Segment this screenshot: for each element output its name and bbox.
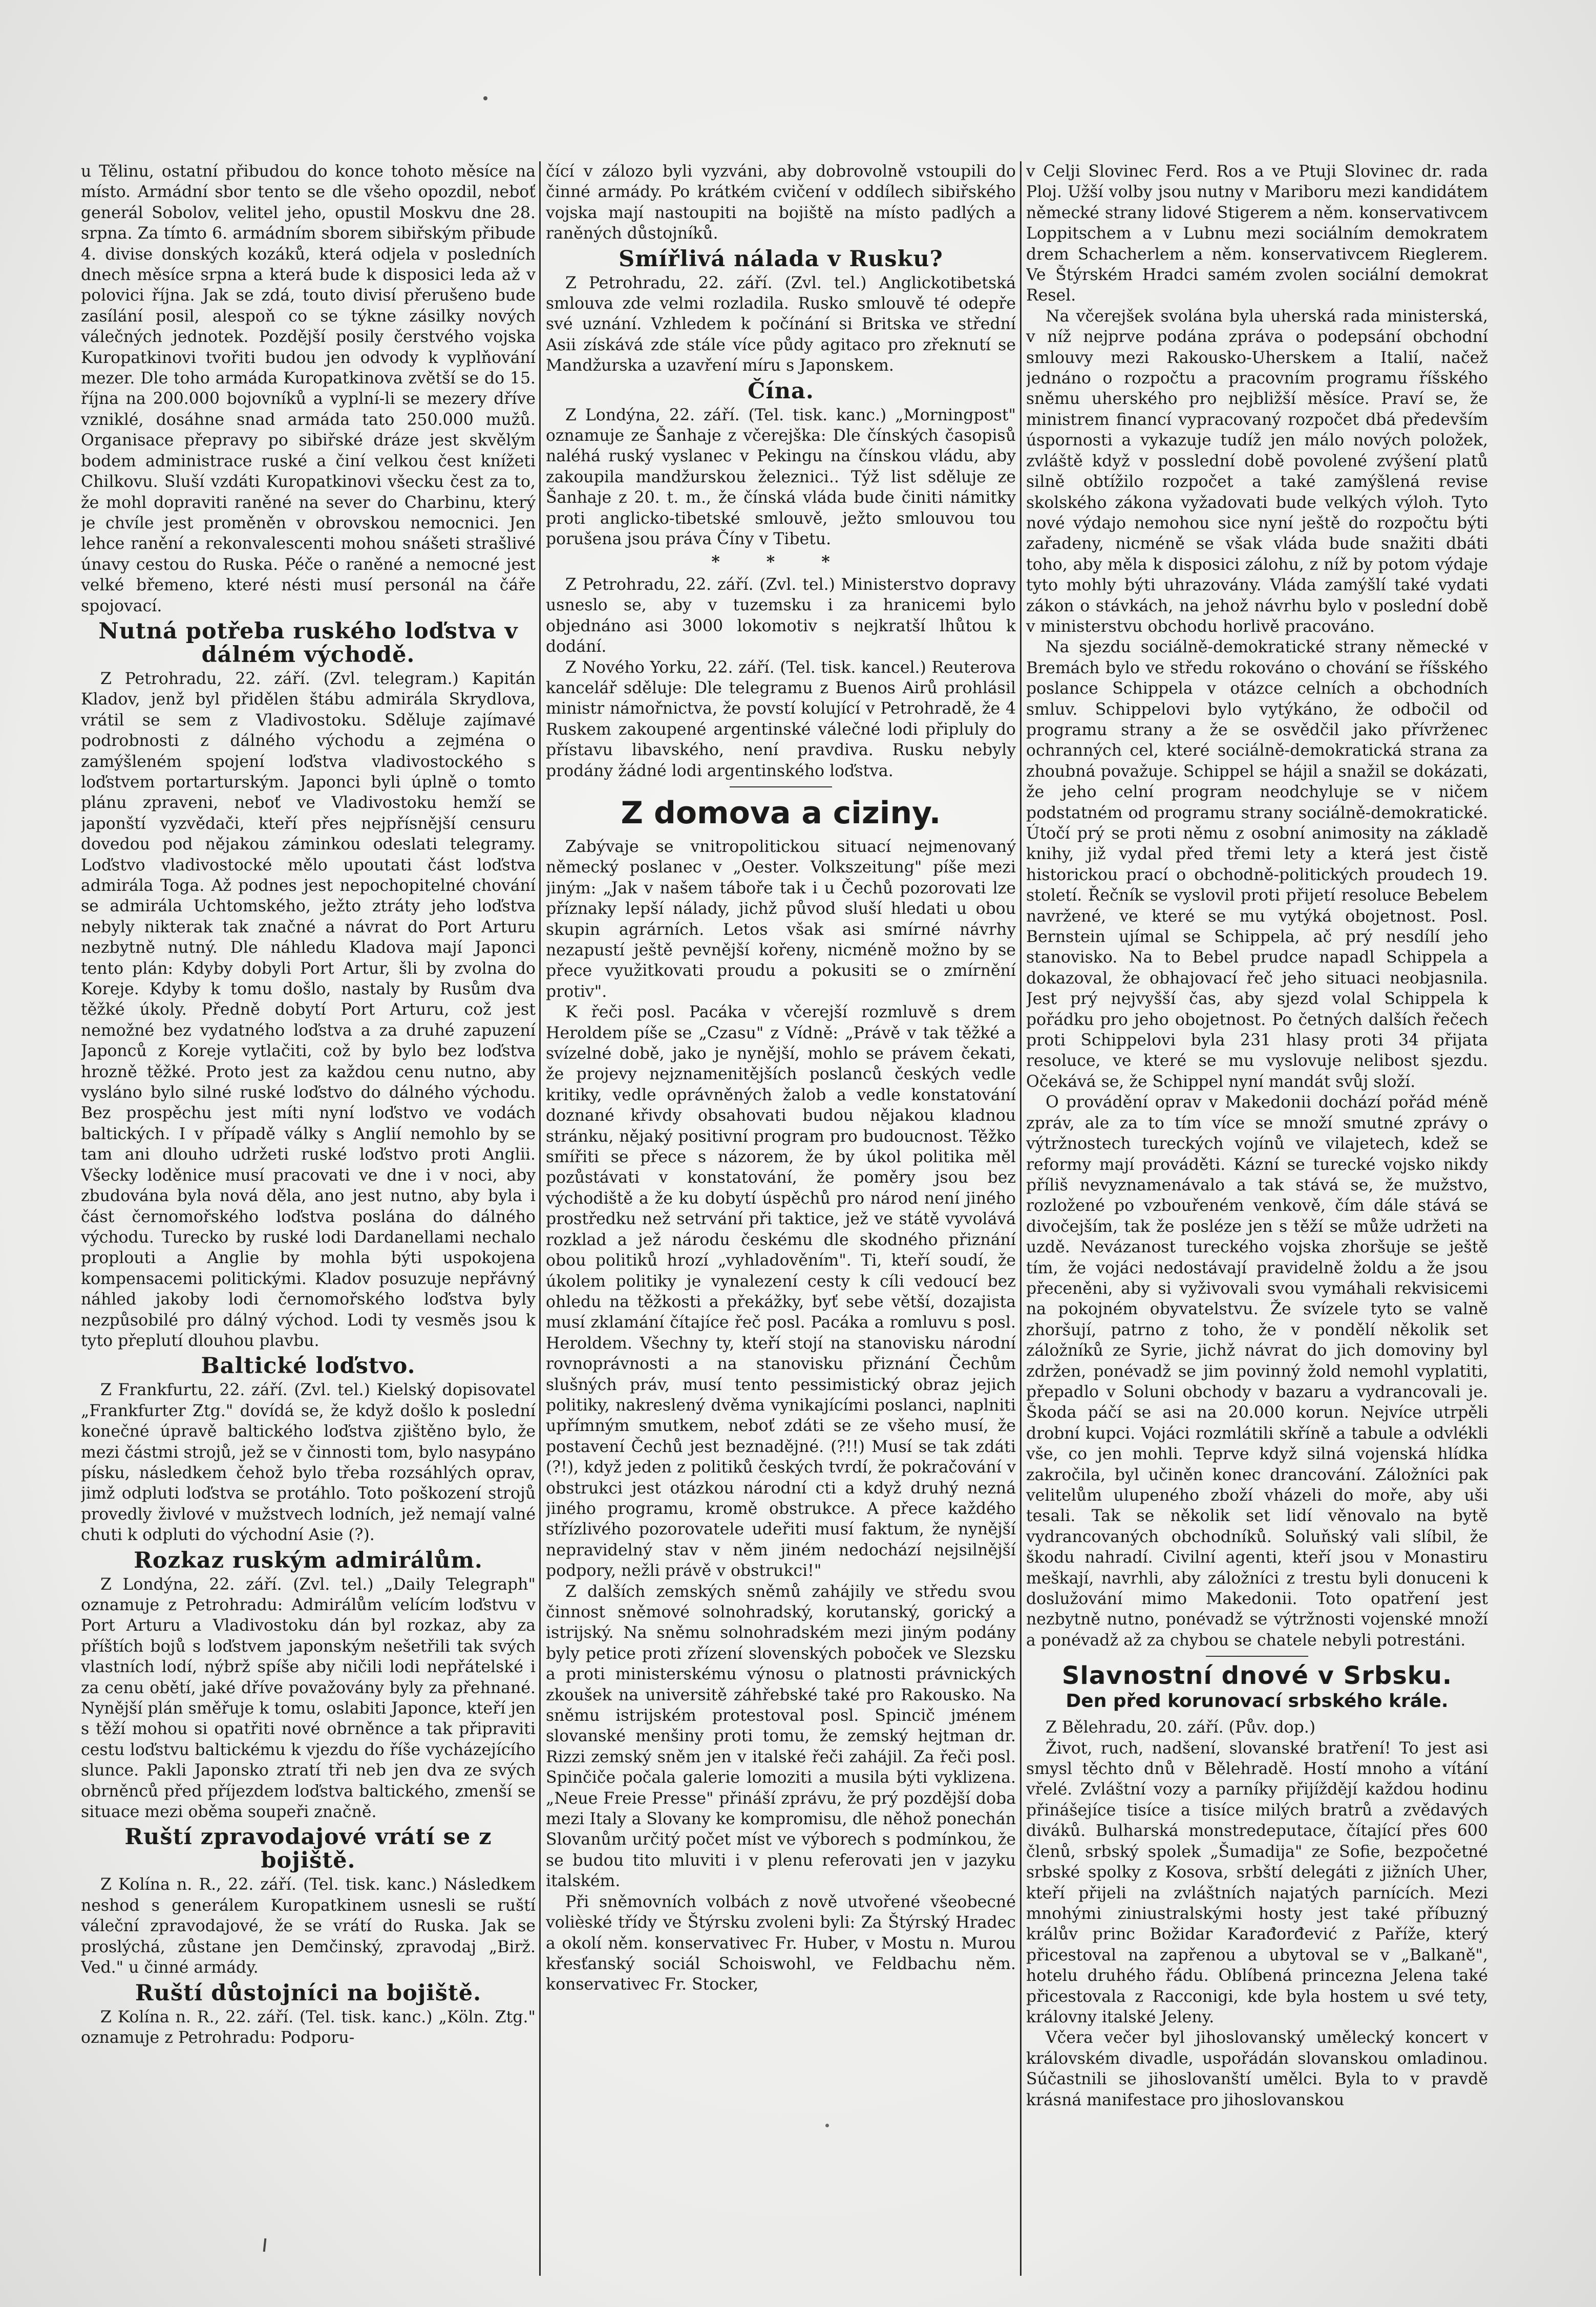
column-rule-left bbox=[539, 161, 541, 2276]
article-text: Při sněmovních volbách z nově utvořené všeobecné volièské třídy ve Štýrsku zvoleni byli: Za Štýrský Hradec a okolí něm. konservativec Fr. Huber, v Mostu n. Murou křesťanský sociál Schoiswohl, ve Feldbachu něm. konservativec Fr. Stocker, bbox=[546, 1892, 1016, 1994]
article-headline: Smířlivá nálada v Rusku? bbox=[619, 246, 943, 272]
article-text: K řeči posl. Pacáka v včerejší rozmluvě s drem Heroldem píše se „Czasu" z Vídně: „Právě v tak těžké a svízelné době, jako je nynější, mohlo se právem čekati, že projevy nejznamenitějších poslanců českých vedle kritiky, vedle oprávněných žalob a vedle konstatování doznané křivdy obsahovati budou nějakou kladnou stránku, nějaký positivní program pro budoucnost. Těžko smířiti se přece s názorem, že by úkol politika měl pozůstávati v konstatování, že poměry jsou bez východiště a že ku dobytí úspěchů pro národ není jiného prostředku než setrvání při taktice, jež ve státě vyvolává rozklad a jež národu českému dle skodného přiznání obou politiků hrozí „vyhladověním". Ti, kteří soudí, že úkolem politiky je vynalezení cesty k cíli vedoucí bez ohledu na těžkosti a překážky, byť sebe větší, dozajista musí zklamání čítajíce řeč posl. Pacáka a romluvu s posl. Heroldem. Všechny ty, kteří stojí na stanovisku národní rovnoprávnosti a na stanovisku přiznání Čechům slušných práv, musí tento pessimistický obraz jejich politiky, nakreslený dvěma vynikajícími poslanci, naplniti upřímným smutkem, neboť zdáti se ze všeho musí, že postavení Čechů jest beznadějné. (?!!) Musí se tak zdáti (?!), když jeden z politiků českých tvrdí, že pokračování v obstrukci jest otázkou národní cti a když druhý nezná jiného programu, kromě obstrukce. A přece každého střízlivého pozorovatele udeřiti musí faktum, že nynější nepravidelný stav v něm jiném nedochází nejsilnější podpory, nežli právě v obstrukci!" bbox=[546, 1003, 1016, 1580]
article-text: Na sjezdu sociálně-demokratické strany německé v Bremách bylo ve středu rokováno o chování se říšského poslance Schippela v otázce celních a obchodních smluv. Schippelovi bylo vytýkáno, že odbočil od programu strany a že se osvědčil jako přívrženec ochranných cel, které sociálně-demokratická strana za zhoubná považuje. Schippel se hájil a snažil se dokázati, že jeho celní program neodchyluje se v ničem podstatném od programu strany sociálně-demokratické. Útočí prý se proti němu z osobní animosity na základě knihy, již vydal před třemi lety a která jest čistě historickou prací o obchodně-politických proudech 19. století. Řečník se vyslovil proti přijetí resoluce Bebelem navržené, ve které se mu vytýká obojetnost. Posl. Bernstein ujímal se Schippela, ač prý nesdílí jeho stanovisko. Na to Bebel prudce napadl Schippela a dokazoval, že obhajovací řeč jeho situaci neobjasnila. Jest prý nejvyšší čas, aby sjezd volal Schippela k pořádku pro jeho obojetnost. Po četných dalších řečech proti Schippelovi byla 231 hlasy proti 34 přijata resoluce, ve které se mu vyslovuje nelibost sjezdu. Očekává se, že Schippel nyní mandát svůj složí. bbox=[1026, 638, 1488, 1091]
article-dateline: Z Bělehradu, 20. září. (Pův. dop.) bbox=[1046, 1718, 1316, 1737]
article-subheadline: Den před korunovací srbského krále. bbox=[1066, 1691, 1449, 1712]
article-text: Včera večer byl jihoslovanský umělecký koncert v královském divadle, uspořádán slovanskou omladinou. Súčastnili se jihoslovanští umělci. Byla to v pravdě krásná manifestace pro jihoslovanskou bbox=[1026, 2028, 1488, 2109]
article-text: v Celji Slovinec Ferd. Ros a ve Ptuji Slovinec dr. rada Ploj. Užší volby jsou nutny v Mariboru mezi kandidátem německé strany lidové Stigerem a něm. konservativcem Loppitschem a v Lubnu mezi sociálním demokratem drem Schacherlem a něm. konservativcem Rieglerem. Ve Štýrském Hradci samém zvolen sociální demokrat Resel. bbox=[1026, 162, 1488, 305]
article-text: Z Londýna, 22. září. (Tel. tisk. kanc.) „Morningpost" oznamuje ze Šanhaje z včerejška: Dle čínských časopisů naléhá ruský vyslanec v Pekingu na čínskou vládu, aby zakoupila mandžurskou železnici.. Týž list sděluje ze Šanhaje z 20. t. m., že čínská vláda bude činiti námitky proti anglicko-tibetské smlouvě, ježto smlouvou tou porušena jsou práva Číny v Tibetu. bbox=[546, 405, 1016, 549]
section-separator: * * * bbox=[711, 552, 850, 571]
article-headline: Ruští zpravodajové vrátí se z bojiště. bbox=[124, 1824, 492, 1874]
divider bbox=[1206, 1656, 1308, 1657]
column-3 bbox=[1026, 161, 1488, 2276]
article-text: Z Frankfurtu, 22. září. (Zvl. tel.) Kielský dopisovatel „Frankfurter Ztg." dovídá se, že když došlo k poslední konečné úpravě baltického loďstva zjištěno bylo, že mezi částmi strojů, jež se v činnosti tom, bylo nasypáno písku, následkem čehož bylo třeba rozsáhlých oprav, jimž odpluti loďstva se protáhlo. Toto poškození strojů provedly živlové v mužstvech lodních, jež nemají valné chuti k odpluti do východní Asie (?). bbox=[81, 1381, 536, 1545]
article-headline: Slavnostní dnové v Srbsku. bbox=[1061, 1661, 1453, 1691]
article-text: Z Petrohradu, 22. září. (Zvl. tel.) Anglickotibetská smlouva zde velmi rozladila. Rusko smlouvě té odepře své uznání. Vzhledem k počínání si Britska ve střední Asii získává zde stále více půdy agitaco pro zřeknutí se Mandžurska a uzavření míru s Japonskem. bbox=[546, 273, 1016, 375]
article-text: Na včerejšek svolána byla uherská rada ministerská, v níž nejprve podána zpráva o podepsání obchodní smlouvy mezi Rakousko-Uherskem a Italií, načež jednáno o rozpočtu a pracovním programu říšského sněmu uherského pro nejbližší měsíce. Praví se, že ministrem financí vypracovaný rozpočet dbá především úspornosti a vykazuje tudíž jen málo nových položek, zvláště když v posslední době povolené zvýšení platů silně obtížilo rozpočet a také zamýšlená revise skolského zákona vyžadovati bude velkých výloh. Tyto nové výdajo nemohou sice nyní ještě do rozpočtu býti zařadeny, nicméně se však vláda bude snažiti dbáti toho, aby měla k disposici zálohu, z níž by potom výdaje tyto mohly býti uhrazovány. Vláda zamýšlí také vydati zákon o stávkách, na jehož návrhu bylo v poslední době v ministerstvu obchodu horlivě pracováno. bbox=[1026, 307, 1488, 636]
article-text: Z Petrohradu, 22. září. (Zvl. telegram.) Kapitán Kladov, jenž byl přidělen štábu admirála Skrydlova, vrátil se sem z Vladivostoku. Sděluje zajímavé podrobnosti z dálného východu a zejména o zamýšleném spojení loďstva vladivostockého s loďstvem portarturským. Japonci byli úplně o tomto plánu zpraveni, neboť ve Vladivostoku hemží se japonští vyzvědači, kteří přes nejpřísnější censuru dovedou pod nějakou záminkou odeslati telegramy. Loďstvo vladivostocké mělo upoutati část loďstva admirála Toga. Až podnes jest nepochopitelné chování se admirála Uchtomského, ježto ztráty jeho loďstva nebyly nikterak tak značné a návrat do Port Arturu nezbytně nutný. Dle náhledu Kladova mají Japonci tento plán: Kdyby dobyli Port Artur, šli by zvolna do Koreje. Kdyby k tomu došlo, nastaly by Rusům dva těžké úkoly. Předně dobytí Port Arturu, což jest nemožné bez vydatného loďstva a za druhé zapuzení Japonců z Koreje vytlačiti, což by bylo bez loďstva hrozně těžké. Proto jest za každou cenu nutno, aby vysláno bylo silné ruské loďstvo do dálného východu. Bez prospěchu jest míti nyní loďstvo ve vodách baltických. I v případě války s Anglií nemohlo by se tam ani dlouho udržeti ruské loďstvo proti Anglii. Všecky loděnice musí pracovati ve dne i v noci, aby zbudována byla nová děla, ano jest nutno, aby byla i část černomořského loďstva poslána do dálného východu. Turecko by ruské lodi Dardanellami nechalo proplouti a Anglie by mohla býti uspokojena kompensacemi politickými. Kladov posuzuje nepřávný náhled jakoby lodi černomořského loďstva byly nezpůsobilé pro dálný východ. Lodi ty vesměs jsou k tyto přeplutí dlouhou plavbu. bbox=[81, 669, 536, 1350]
article-text: Z Kolína n. R., 22. září. (Tel. tisk. kanc.) „Köln. Ztg." oznamuje z Petrohradu: Podporu- bbox=[81, 2007, 536, 2047]
ink-speck bbox=[483, 96, 487, 100]
article-text: Z dalších zemských sněmů zahájily ve středu svou činnost sněmové solnohradský, korutanský, gorický a istrijský. Na sněmu solnohradském mezi jiným podány byly petice proti zřízení slovenských poboček ve Slezsku a proti ministerskému výnosu o platnosti právnických zkoušek na universitě záhřebské také pro Rakousko. Na sněmu istrijském protestoval posl. Spincič jménem slovanské menšiny proti tomu, že zemský hejtman dr. Rizzi zemský sněm jen v italské řeči zahájil. Za řeči posl. Spinčiče počala galerie lomoziti a musila býti vyklizena. „Neue Freie Presse" přináší zprávu, že prý pozdější doba mezi Italy a Slovany ke kompromisu, dle něhož ponechán Slovanům určitý počet míst ve výborech s podmínkou, že se budou tito mluviti i v plenu referovati jen v jazyku italském. bbox=[546, 1582, 1016, 1891]
article-headline: Ruští důstojníci na bojiště. bbox=[135, 1980, 482, 2006]
article-text: u Tělinu, ostatní přibudou do konce tohoto měsíce na místo. Armádní sbor tento se dle všeho opozdil, neboť generál Sobolov, velitel jeho, opustil Moskvu dne 28. srpna. Za tímto 6. armádním sborem sibiřským přibude 4. divise donských kozáků, která odjela v posledních dnech měsíce srpna a která bude k disposici leda až v polovici října. Jak se zdá, touto divisí přerušeno bude zasílání posil, alespoň co se týkne zásilky nových válečných jednotek. Pozdější posily čerstvého vojska Kuropatkinovi tvořiti budou jen odvody k vyplňování mezer. Dle toho armáda Kuropatkinova zvětší se do 15. října na 200.000 bojovníků a vyplní-li se mezery dříve vzniklé, dosáhne snad armáda tato 250.000 mužů. Organisace přepravy po sibiřské dráze jest skvělým bodem administrace ruské a činí velkou čest knížeti Chilkovu. Sluší vzdáti Kuropatkinovi všecku čest za to, že mohl dopraviti raněné na sever do Charbinu, který je chvíle jest proměněn v obrovskou nemocnici. Jen lehce ranění a rekonvalescenti mohou snášeti strašlivé únavy cestou do Ruska. Péče o raněné a nemocné jest velké břemeno, které nésti musí personál na čáře spojovací. bbox=[81, 162, 536, 615]
article-text: Z Petrohradu, 22. září. (Zvl. tel.) Ministerstvo dopravy usneslo se, aby v tuzemsku i za hranicemi bylo objednáno asi 3000 lokomotiv s nejkratší lhůtou k dodání. bbox=[546, 575, 1016, 656]
column-2 bbox=[546, 161, 1016, 2276]
divider bbox=[730, 786, 832, 787]
section-title: Z domova a ciziny. bbox=[621, 795, 941, 831]
article-text: čící v zálozo byli vyzváni, aby dobrovolně vstoupili do činné armády. Po krátkém cvičení v oddílech sibiřského vojska mají nastoupiti na bojiště na místo padlých a raněných důstojníků. bbox=[546, 162, 1016, 243]
article-text: Zabývaje se vnitropolitickou situací nejmenovaný německý poslanec v „Oester. Volkszeitung" píše mezi jiným: „Jak v našem táboře tak i u Čechů pozorovati lze příznaky lepší nálady, jichž původ sluší hledati u obou skupin agrárních. Letos však asi smírné návrhy nezapustí ještě pevnější kořeny, nicméně možno by se přece využitkovati proudu a pokusiti se o zmírnění protiv". bbox=[546, 837, 1016, 1001]
article-text: Z Nového Yorku, 22. září. (Tel. tisk. kancel.) Reuterova kancelář sděluje: Dle telegramu z Buenos Airů prohlásil ministr námořnictva, že povstí kolující v Petrohradě, že 4 Ruskem zakoupené argentinské válečné lodi připluly do přístavu libavského, není pravdiva. Rusku nebyly prodány žádné lodi argentinského loďstva. bbox=[546, 658, 1016, 780]
column-rule-right bbox=[1020, 161, 1022, 2276]
column-1 bbox=[81, 161, 536, 2276]
article-headline: Nutná potřeba ruského loďstva v dálném východě. bbox=[98, 618, 518, 668]
article-text: O provádění oprav v Makedonii dochází pořád méně zpráv, ale za to tím více se množí smutné zprávy o výtržnostech tureckých vojínů ve vilajetech, kdež se reformy mají prováděti. Kázní se turecké vojsko nikdy příliš nevyznamenávalo a tak stává se, že mužstvo, rozložené po vzbouřeném venkově, čím dále stává se divočejším, tak že posléze jen s těží se může udržeti na uzdě. Nevázanost tureckého vojska zhoršuje se ještě tím, že vojáci nedostávají pravidelně žoldu a že jsou přeceněni, aby si vyživovali svou vymáhali rekvisicemi na pokojném obyvatelstvu. Že svízele tyto se valně zhoršují, patrno z toho, že v pondělí několik set záložníků ze Syrie, jichž návrat do jich domoviny byl zdržen, ponévadž se jim povinný žold nemohl vyplatiti, přepadlo v Soluni obchody v bazaru a vydrancovali je. Škoda páčí se asi na 20.000 korun. Nejvíce utrpěli drobní kupci. Vojáci rozmlátili skříně a tabule a odvlékli vše, co jen mohli. Teprve když silná vojenská hlídka zakročila, byl učiněn konec drancování. Záložníci pak velitelům ulupeného zboží vházeli do moře, aby uši tesali. Tak se několik set lidí věnovalo na bytě vydrancovaných obchodníků. Soluňský vali slíbil, že škodu nahradí. Civilní agenti, kteří jsou v Monastiru meškají, navrhli, aby záložníci z trestu byli donuceni k doslužování mimo Makedonii. Toto opatření jest nezbytně nutno, ponévadž se výtržnosti vojenské množí a ponévadž až za chybou se chatele nebyli potrestáni. bbox=[1026, 1093, 1488, 1650]
article-headline: Čína. bbox=[748, 378, 814, 404]
article-text: Život, ruch, nadšení, slovanské bratření! To jest asi smysl těchto dnů v Bělehradě. Hostí mnoho a vítání vřelé. Zvláštní vozy a parníky přijíždějí každou hodinu přinášejíce tisíce a tisíce milých bratrů a zvědavých diváků. Bulharská monstredeputace, čítající přes 600 členů, srbský spolek „Šumadija" ze Sofie, bezpočetné srbské spolky z Kosova, srbští delegáti z jižních Uher, kteří přijeli na zvláštních najatých parnících. Mezi mnohými ziniustralskými hosty jest také příbuzný králův princ Božidar Karađorđević z Paříže, který přicestoval na zapřenou a ubytoval se v „Balkaně", hotelu druhého řádu. Oblíbená princezna Jelena také přicestovala z Racconigi, kde byla hostem u své tety, královny italské Jeleny. bbox=[1026, 1739, 1488, 2026]
article-headline: Rozkaz ruským admirálům. bbox=[134, 1547, 483, 1573]
article-text: Z Kolína n. R., 22. září. (Tel. tisk. kanc.) Následkem neshod s generálem Kuropatkinem usnesli se ruští váleční zpravodajové, že se vrátí do Ruska. Jak se proslýchá, zůstane jen Demčinský, zpravodaj „Birž. Ved." u činné armády. bbox=[81, 1875, 536, 1977]
article-text: Z Londýna, 22. září. (Zvl. tel.) „Daily Telegraph" oznamuje z Petrohradu: Admirálům velícím loďstvu v Port Arturu a Vladivostoku dán byl rozkaz, aby za příštích bojů s loďstvem japonským nešetřili tak svých vlastních lodí, nýbrž spíše aby ničili lodi nepřátelské i za cenu obětí, jaké dříve považovány byly za přehnané. Nynější plán směřuje k tomu, oslabiti Japonce, kteří jen s těží mohou si opatřiti nové obrněnce a tak připraviti cestu loďstvu baltickému k vjezdu do říše vycházejícího slunce. Pakli Japonsko ztratí tři neb jen dva ze svých obrněnců před příjezdem loďstva baltického, zmenší se situace mezi oběma soupeři značně. bbox=[81, 1575, 536, 1822]
article-headline: Baltické loďstvo. bbox=[201, 1353, 416, 1379]
